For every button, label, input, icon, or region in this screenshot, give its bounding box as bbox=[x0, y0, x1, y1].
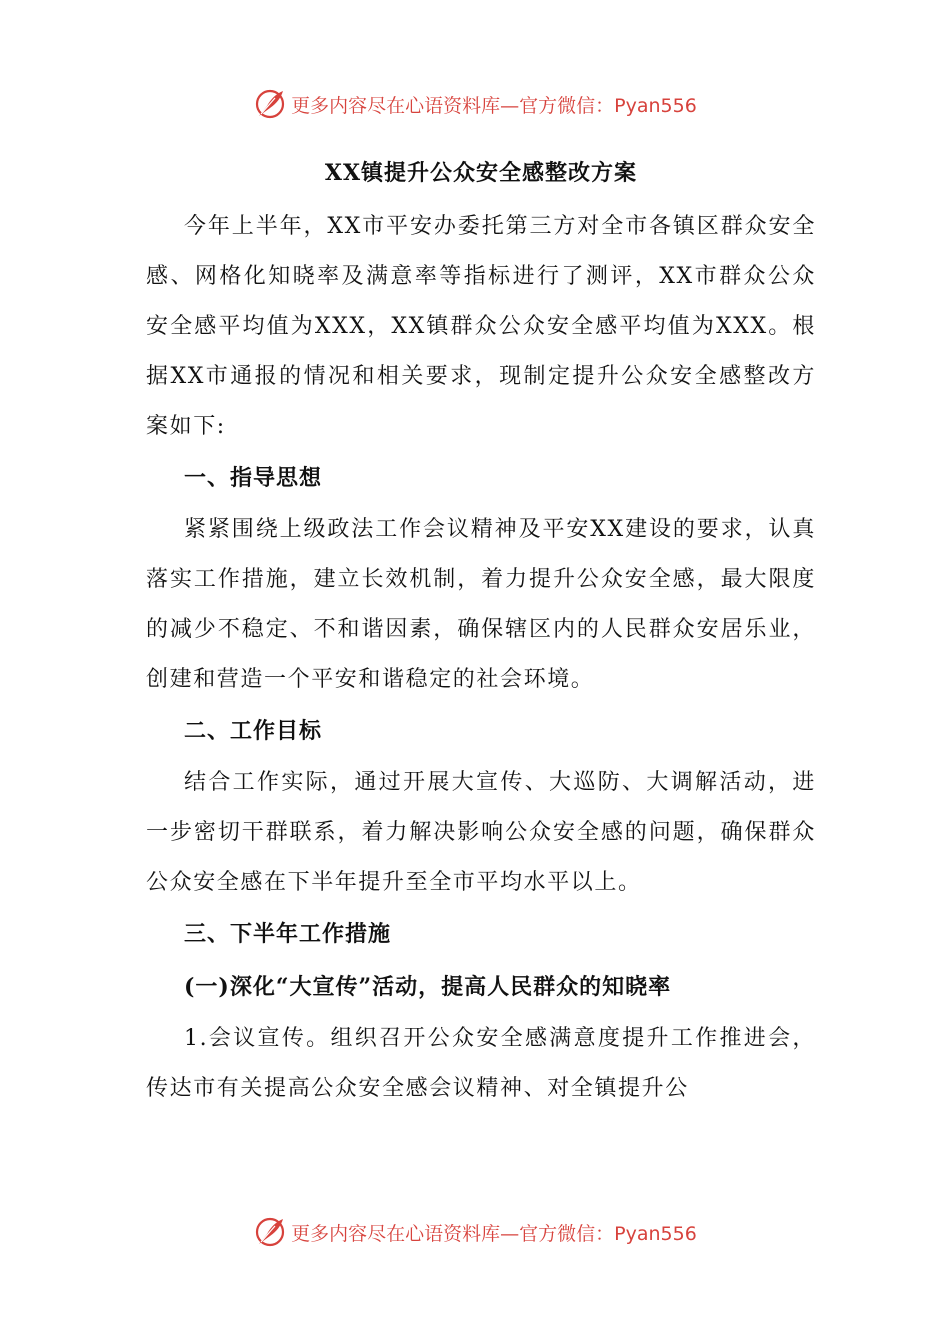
banner-wechat-id: Pyan556 bbox=[614, 1222, 697, 1245]
subsection-heading-publicity: (一)深化“大宣传”活动，提高人民群众的知晓率 bbox=[184, 974, 672, 1000]
banner-slogan: 更多内容尽在心语资料库—官方微信： bbox=[291, 94, 615, 117]
banner-text bbox=[291, 1219, 697, 1246]
intro-paragraph: 今年上半年，XX市平安办委托第三方对全市各镇区群众安全感、网格化知晓率及满意率等指标进行了测评，XX市群众公众安全感平均值为XXX，XX镇群众公众安全感平均值为XXX。根据XX市通报的情况和相关要求，现制定提升公众安全感整改方案如下: bbox=[146, 214, 816, 439]
banner-wechat-id: Pyan556 bbox=[614, 94, 697, 117]
header-banner bbox=[0, 84, 950, 124]
footer-banner bbox=[0, 1212, 950, 1252]
document-body bbox=[146, 150, 816, 1114]
quill-logo-icon bbox=[253, 87, 287, 121]
document-title: XX镇提升公众安全感整改方案 bbox=[324, 160, 638, 186]
section-heading-work-goals: 二、工作目标 bbox=[184, 718, 323, 744]
item-paragraph-meeting-publicity: 1.会议宣传。组织召开公众安全感满意度提升工作推进会，传达市有关提高公众安全感会议精神、对全镇提升公 bbox=[146, 1026, 816, 1101]
section-paragraph-guiding-ideology: 紧紧围绕上级政法工作会议精神及平安XX建设的要求，认真落实工作措施，建立长效机制，着力提升公众安全感，最大限度的减少不稳定、不和谐因素，确保辖区内的人民群众安居乐业，创建和营造一个平安和谐稳定的社会环境。 bbox=[146, 517, 816, 692]
banner-slogan: 更多内容尽在心语资料库—官方微信： bbox=[291, 1222, 615, 1245]
section-paragraph-work-goals: 结合工作实际，通过开展大宣传、大巡防、大调解活动，进一步密切干群联系，着力解决影响公众安全感的问题，确保群众公众安全感在下半年提升至全市平均水平以上。 bbox=[146, 770, 816, 895]
section-heading-measures: 三、下半年工作措施 bbox=[184, 921, 392, 947]
banner-text bbox=[291, 91, 697, 118]
quill-logo-icon bbox=[253, 1215, 287, 1249]
section-heading-guiding-ideology: 一、指导思想 bbox=[184, 465, 323, 491]
